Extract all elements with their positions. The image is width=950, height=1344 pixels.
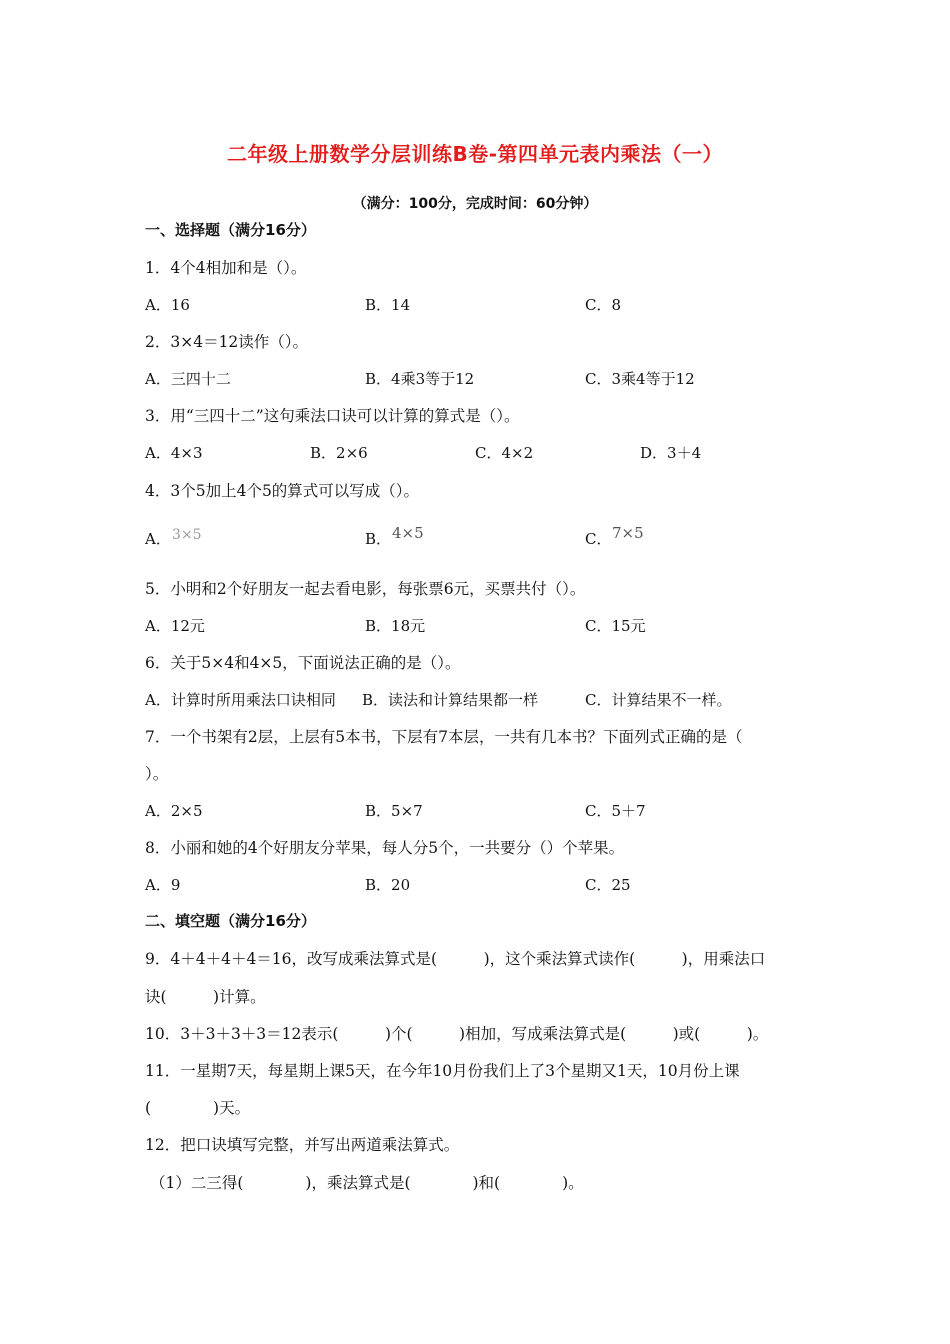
question-10-line-1: 10．3＋3＋3＋3＝12表示( )个( )相加，写成乘法算式是( )或( )。 bbox=[145, 1025, 769, 1043]
section-heading-fill: 二、填空题（满分16分） bbox=[145, 912, 316, 930]
question-5-option-b: B．18元 bbox=[365, 617, 426, 635]
question-2-stem: 2．3×4＝12读作（）。 bbox=[145, 333, 309, 351]
question-4-option-b: B． bbox=[365, 530, 392, 548]
question-8-option-c: C．25 bbox=[585, 876, 631, 894]
question-6-option-a: A．计算时所用乘法口诀相同 bbox=[145, 691, 336, 709]
question-7-option-b: B．5×7 bbox=[365, 802, 423, 820]
question-1-stem: 1．4个4相加和是（）。 bbox=[145, 259, 307, 277]
question-7-stem: 7．一个书架有2层，上层有5本书，下层有7本层，一共有几本书？下面列式正确的是（ bbox=[145, 728, 743, 746]
question-12-line-1: 12．把口诀填写完整，并写出两道乘法算式。 bbox=[145, 1136, 460, 1154]
question-6-option-c: C．计算结果不一样。 bbox=[585, 691, 732, 709]
question-9-line-1: 9．4＋4＋4＋4＝16，改写成乘法算式是( )，这个乘法算式读作( )，用乘法口 bbox=[145, 950, 766, 968]
question-4-option-c-expression: 7×5 bbox=[612, 524, 644, 542]
question-5-option-a: A．12元 bbox=[145, 617, 205, 635]
question-4-stem: 4．3个5加上4个5的算式可以写成（）。 bbox=[145, 482, 420, 500]
question-3-option-c: C．4×2 bbox=[475, 444, 534, 462]
question-3-option-b: B．2×6 bbox=[310, 444, 368, 462]
page-title: 二年级上册数学分层训练B卷-第四单元表内乘法（一） bbox=[226, 142, 724, 166]
question-7-option-c: C．5＋7 bbox=[585, 802, 646, 820]
question-12-line-2: （1）二三得( )，乘法算式是( )和( )。 bbox=[150, 1174, 584, 1192]
question-4-option-a: A． bbox=[145, 530, 171, 548]
question-8-option-b: B．20 bbox=[365, 876, 411, 894]
question-11-line-2: ( )天。 bbox=[145, 1099, 251, 1117]
question-9-line-2: 诀( )计算。 bbox=[145, 988, 266, 1006]
question-8-stem: 8．小丽和她的4个好朋友分苹果，每人分5个，一共要分（）个苹果。 bbox=[145, 839, 625, 857]
question-11-line-1: 11．一星期7天，每星期上课5天，在今年10月份我们上了3个星期又1天，10月份上课 bbox=[145, 1062, 740, 1080]
question-8-option-a: A．9 bbox=[145, 876, 181, 894]
question-7-option-a: A．2×5 bbox=[145, 802, 203, 820]
section-heading-choice: 一、选择题（满分16分） bbox=[145, 221, 316, 239]
question-1-option-b: B．14 bbox=[365, 296, 411, 314]
question-2-option-c: C．3乘4等于12 bbox=[585, 370, 695, 388]
question-4-option-b-expression: 4×5 bbox=[392, 524, 424, 542]
question-3-option-d: D．3＋4 bbox=[640, 444, 702, 462]
question-3-option-a: A．4×3 bbox=[145, 444, 203, 462]
question-5-stem: 5．小明和2个好朋友一起去看电影，每张票6元，买票共付（）。 bbox=[145, 580, 586, 598]
question-3-stem: 3．用“三四十二”这句乘法口诀可以计算的算式是（）。 bbox=[145, 407, 520, 425]
question-4-option-c: C． bbox=[585, 530, 612, 548]
question-6-option-b: B．读法和计算结果都一样 bbox=[362, 691, 539, 709]
question-7-stem-continued: ）。 bbox=[145, 765, 169, 783]
question-2-option-a: A．三四十二 bbox=[145, 370, 231, 388]
question-2-option-b: B．4乘3等于12 bbox=[365, 370, 475, 388]
question-5-option-c: C．15元 bbox=[585, 617, 646, 635]
question-1-option-c: C．8 bbox=[585, 296, 622, 314]
question-4-option-a-expression: 3×5 bbox=[172, 527, 202, 543]
question-6-stem: 6．关于5×4和4×5，下面说法正确的是（）。 bbox=[145, 654, 461, 672]
page-subtitle: （满分：100分，完成时间：60分钟） bbox=[352, 196, 598, 212]
question-1-option-a: A．16 bbox=[145, 296, 190, 314]
